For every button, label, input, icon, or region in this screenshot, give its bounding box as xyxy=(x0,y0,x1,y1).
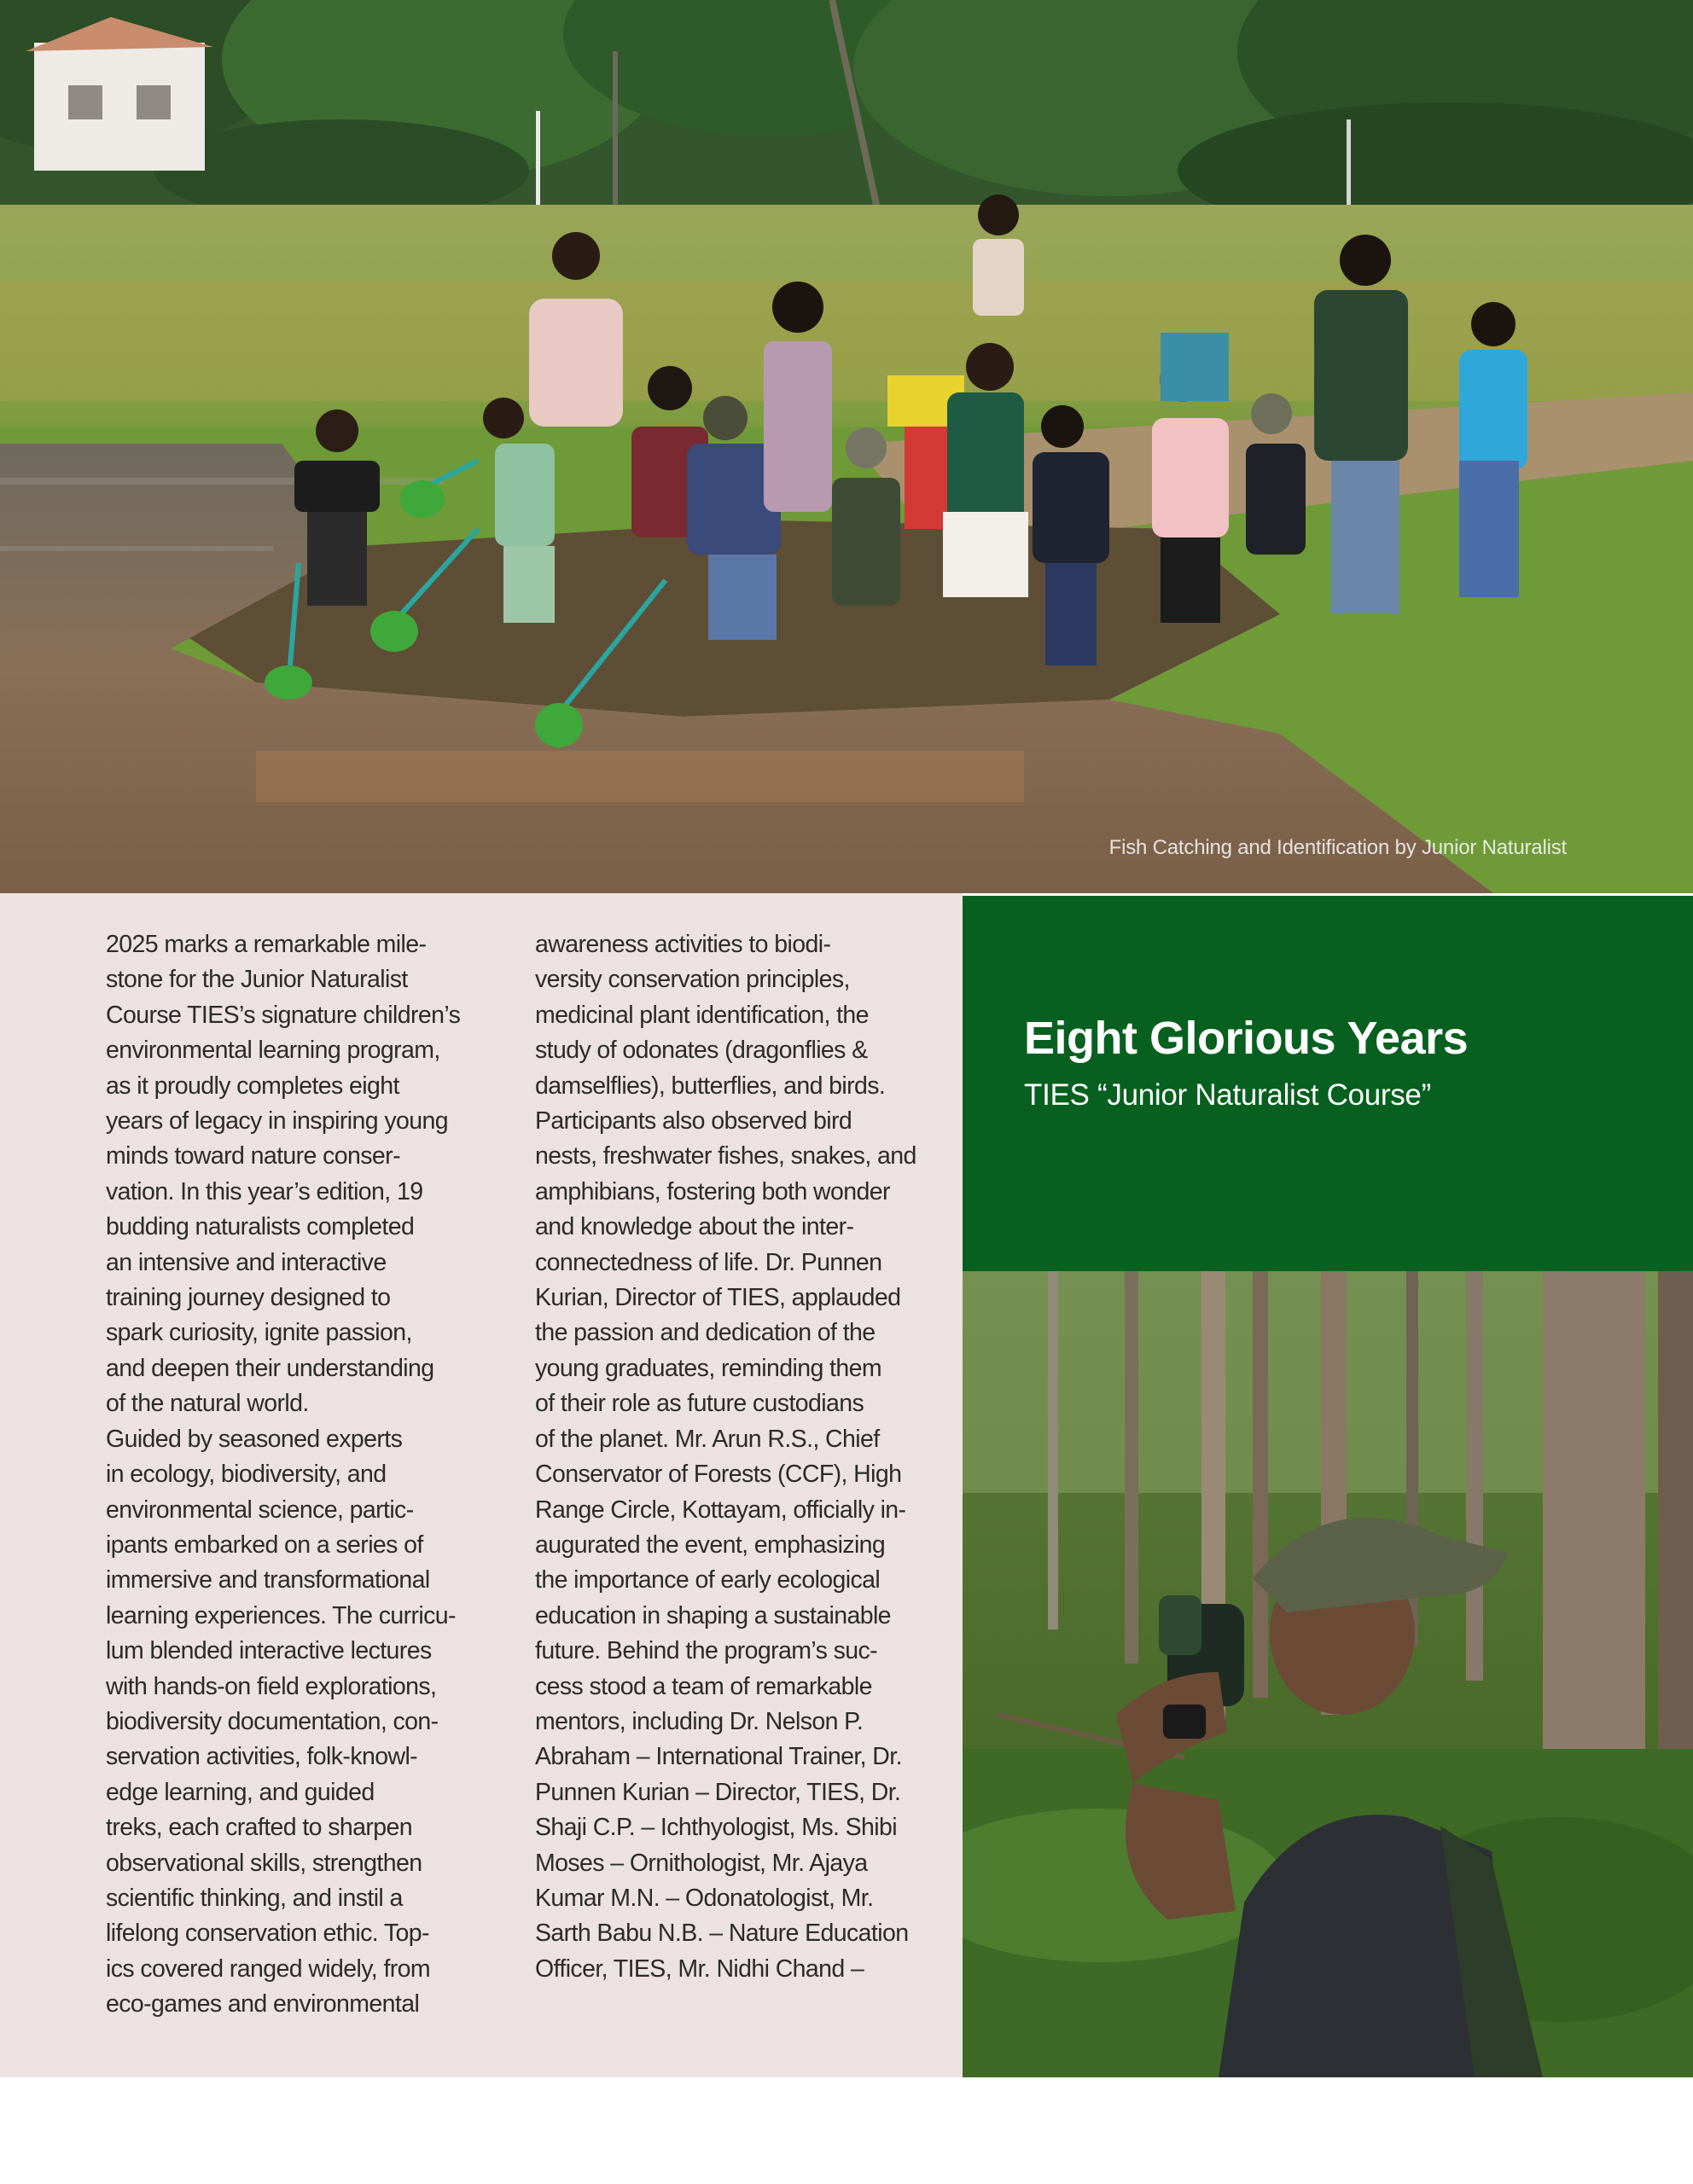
top-photo-illustration xyxy=(0,0,1693,893)
body-line: observational skills, strengthen xyxy=(106,1849,422,1877)
body-line: environmental science, partic- xyxy=(106,1496,414,1524)
body-line: nests, freshwater fishes, snakes, and xyxy=(535,1142,916,1170)
photo-caption: Fish Catching and Identification by Junior Naturalist xyxy=(1108,836,1567,859)
body-line: minds toward nature conser- xyxy=(106,1142,400,1170)
body-line: cess stood a team of remarkable xyxy=(535,1672,872,1700)
body-line: stone for the Junior Naturalist xyxy=(106,966,408,994)
body-line: damselflies), butterflies, and birds. xyxy=(535,1072,886,1100)
body-line: and knowledge about the inter- xyxy=(535,1213,854,1241)
body-line: young graduates, reminding them xyxy=(535,1354,881,1382)
body-line: Conservator of Forests (CCF), High xyxy=(535,1461,902,1489)
body-line: Kumar M.N. – Odonatologist, Mr. xyxy=(535,1884,874,1912)
body-line: Range Circle, Kottayam, officially in- xyxy=(535,1496,906,1524)
body-line: the importance of early ecological xyxy=(535,1566,881,1594)
body-line: medicinal plant identification, the xyxy=(535,1001,869,1029)
article-text-panel xyxy=(0,893,963,2077)
body-line: edge learning, and guided xyxy=(106,1778,375,1806)
body-line: Abraham – International Trainer, Dr. xyxy=(535,1743,902,1771)
body-line: lifelong conservation ethic. Top- xyxy=(106,1920,429,1948)
body-line: 2025 marks a remarkable mile- xyxy=(106,931,427,958)
body-line: Sarth Babu N.B. – Nature Education xyxy=(535,1920,909,1948)
body-line: biodiversity documentation, con- xyxy=(106,1707,439,1735)
body-line: of their role as future custodians xyxy=(535,1390,864,1418)
body-line: and deepen their understanding xyxy=(106,1354,434,1382)
body-line: ipants embarked on a series of xyxy=(106,1531,423,1559)
body-line: lum blended interactive lectures xyxy=(106,1637,432,1665)
body-line: education in shaping a sustainable xyxy=(535,1601,891,1629)
body-line: study of odonates (dragonflies & xyxy=(535,1037,868,1065)
body-line: the passion and dedication of the xyxy=(535,1319,876,1347)
body-line: immersive and transformational xyxy=(106,1566,430,1594)
article-column-1 xyxy=(106,927,481,2023)
title-box xyxy=(963,896,1693,1271)
body-line: scientific thinking, and instil a xyxy=(106,1884,403,1912)
body-line: awareness activities to biodi- xyxy=(535,931,831,958)
article-subtitle: TIES “Junior Naturalist Course” xyxy=(1024,1078,1431,1112)
body-line: an intensive and interactive xyxy=(106,1248,387,1276)
body-line: budding naturalists completed xyxy=(106,1213,415,1241)
body-line: future. Behind the program’s suc- xyxy=(535,1637,878,1665)
body-line: in ecology, biodiversity, and xyxy=(106,1461,387,1489)
body-line: Course TIES’s signature children’s xyxy=(106,1001,461,1029)
article-column-2 xyxy=(535,927,928,1987)
body-line: of the planet. Mr. Arun R.S., Chief xyxy=(535,1425,880,1453)
body-line: years of legacy in inspiring young xyxy=(106,1107,449,1136)
body-line: with hands-on field explorations, xyxy=(106,1672,437,1700)
article-title: Eight Glorious Years xyxy=(1024,1013,1469,1064)
body-line: learning experiences. The curricu- xyxy=(106,1601,456,1629)
body-line: as it proudly completes eight xyxy=(106,1072,399,1100)
body-line: Participants also observed bird xyxy=(535,1107,852,1136)
body-line: spark curiosity, ignite passion, xyxy=(106,1319,412,1347)
body-line: mentors, including Dr. Nelson P. xyxy=(535,1707,864,1735)
body-line: training journey designed to xyxy=(106,1284,391,1312)
body-line: vation. In this year’s edition, 19 xyxy=(106,1177,423,1205)
body-line: environmental learning program, xyxy=(106,1037,440,1065)
body-line: Shaji C.P. – Ichthyologist, Ms. Shibi xyxy=(535,1814,897,1842)
body-line: augurated the event, emphasizing xyxy=(535,1531,886,1559)
body-line: connectedness of life. Dr. Punnen xyxy=(535,1248,882,1276)
body-line: servation activities, folk-knowl- xyxy=(106,1743,418,1771)
body-line: versity conservation principles, xyxy=(535,966,850,994)
side-photo-illustration xyxy=(963,1271,1693,2077)
body-line: Kurian, Director of TIES, applauded xyxy=(535,1284,901,1312)
body-line: of the natural world. xyxy=(106,1390,309,1418)
top-photo-fish-catching xyxy=(0,0,1693,893)
body-line: Officer, TIES, Mr. Nidhi Chand – xyxy=(535,1955,864,1983)
body-line: eco-games and environmental xyxy=(106,1990,420,2018)
body-line: Punnen Kurian – Director, TIES, Dr. xyxy=(535,1778,901,1806)
side-photo-birdwatching xyxy=(963,1271,1693,2077)
body-line: amphibians, fostering both wonder xyxy=(535,1177,890,1205)
body-line: Moses – Ornithologist, Mr. Ajaya xyxy=(535,1849,868,1877)
body-line: Guided by seasoned experts xyxy=(106,1425,403,1453)
body-line: ics covered ranged widely, from xyxy=(106,1955,431,1983)
body-line: treks, each crafted to sharpen xyxy=(106,1814,413,1842)
